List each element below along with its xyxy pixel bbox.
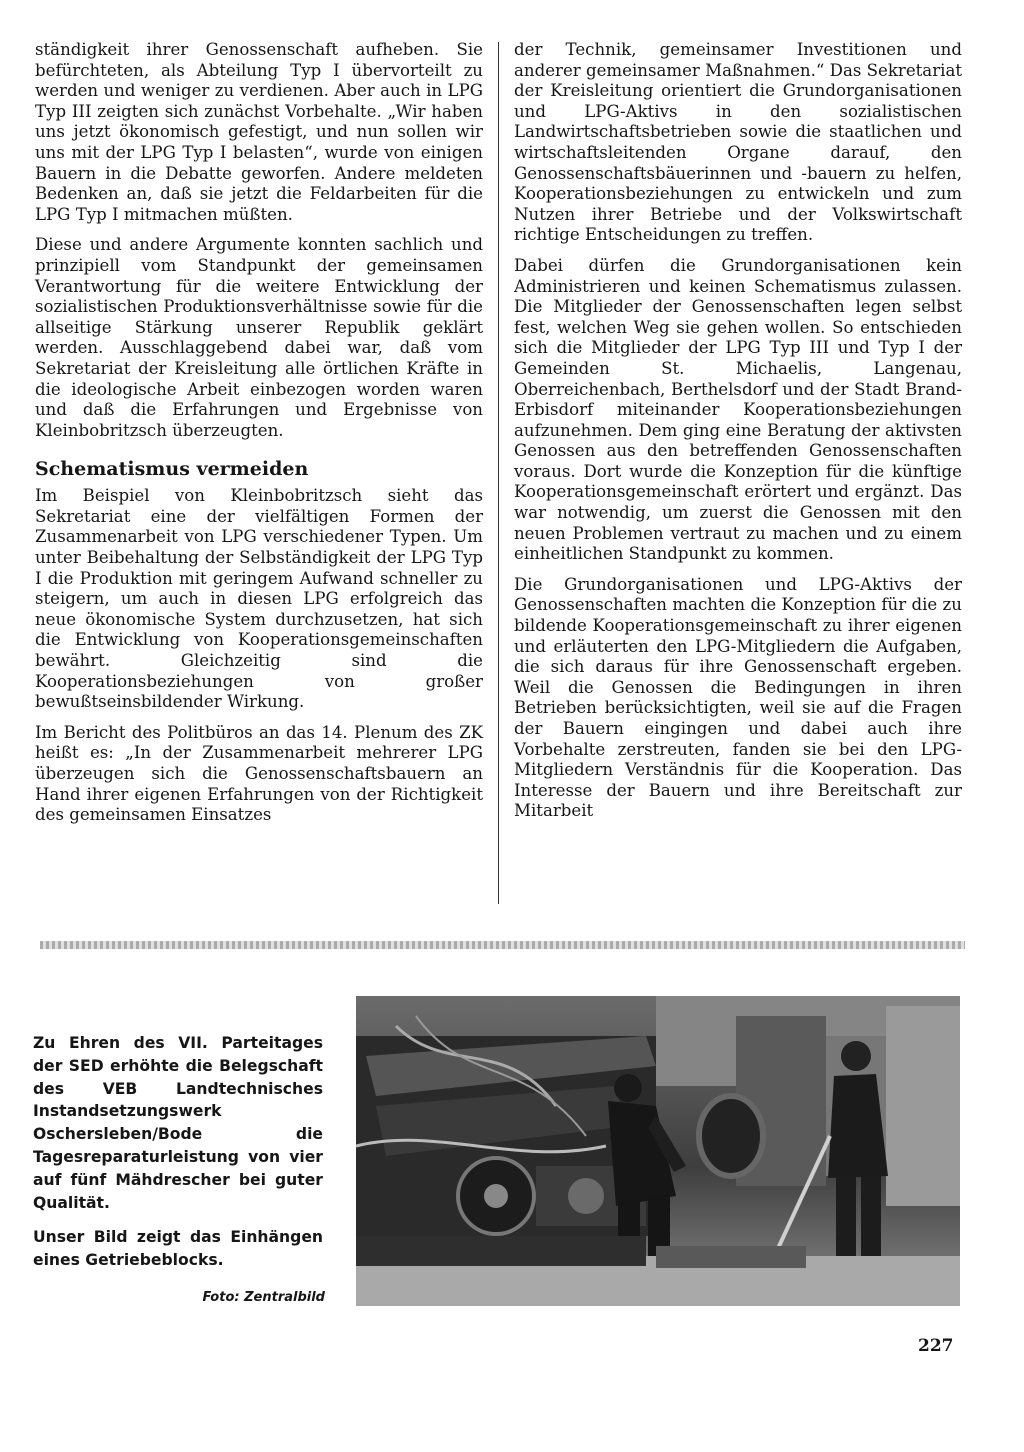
left-paragraph-2: Diese und andere Argumente konnten sachlich und prinzipiell vom Standpunkt der gemeinsamen Verantwortung für die weitere Entwicklung der sozialistischen Produktionsverhältnisse sowie für die allseitige Stärkung unserer Republik geklärt werden. Ausschlaggebend dabei war, daß vom Sekretariat der Kreisleitung alle örtlichen Kräfte in die ideologische Arbeit einbezogen worden waren und daß die Erfahrungen und Ergebnisse von Kleinbobritzsch überzeugten. <box>35 235 483 440</box>
right-paragraph-1: der Technik, gemeinsamer Investitionen und anderer gemeinsamer Maßnahmen.“ Das Sekretariat der Kreisleitung orientiert die Grundorganisationen und LPG-Aktivs in den sozialistischen Landwirtschaftsbetrieben sowie die staatlichen und wirtschaftsleitenden Organe darauf, den Genossenschaftsbäuerinnen und -bauern zu helfen, Kooperationsbeziehungen zu entwickeln und zum Nutzen ihrer Betriebe und der Volkswirtschaft richtige Entscheidungen zu treffen. <box>514 40 962 245</box>
right-column <box>514 40 962 832</box>
caption-paragraph-2: Unser Bild zeigt das Einhängen eines Getriebeblocks. <box>33 1228 323 1270</box>
right-paragraph-3: Die Grundorganisationen und LPG-Aktivs der Genossenschaften machten die Konzeption für die zu bildende Kooperationsgemeinschaft zu ihrer eigenen und erläuterten den LPG-Mitgliedern die Aufgaben, die sich daraus für ihre Genossenschaft ergeben. Weil die Genossen die Bedingungen in ihren Betrieben berücksichtigten, weil sie auf die Fragen der Bauern eingingen und dabei auch ihre Vorbehalte zerstreuten, fanden sie bei den LPG-Mitgliedern Verständnis für die Kooperation. Das Interesse der Bauern und ihre Bereitschaft zur Mitarbeit <box>514 574 962 821</box>
halftone-separator <box>40 941 965 949</box>
left-paragraph-4: Im Bericht des Politbüros an das 14. Plenum des ZK heißt es: „In der Zusammenarbeit mehrerer LPG überzeugen sich die Genossenschaftsbauern an Hand ihrer eigenen Erfahrungen von der Richtigkeit des gemeinsamen Einsatzes <box>35 722 483 825</box>
column-divider <box>498 42 499 904</box>
left-paragraph-1: ständigkeit ihrer Genossenschaft aufheben. Sie befürchteten, als Abteilung Typ I übervorteilt zu werden und weniger zu verdienen. Aber auch in LPG Typ III zeigten sich zunächst Vorbehalte. „Wir haben uns jetzt ökonomisch gefestigt, und nun sollen wir uns mit der LPG Typ I belasten“, wurde von einigen Bauern in die Debatte geworfen. Andere meldeten Bedenken an, daß sie jetzt die Feldarbeiten für die LPG Typ I mitmachen müßten. <box>35 40 483 224</box>
workshop-photo <box>356 996 960 1306</box>
caption-paragraph-1: Zu Ehren des VII. Parteitages der SED erhöhte die Belegschaft des VEB Landtechnisches Instandsetzungswerk Oschersleben/Bode die Tagesreparaturleistung von vier auf fünf Mähdrescher bei guter Qualität. <box>33 1034 323 1212</box>
page-number: 227 <box>918 1336 954 1356</box>
photo-caption <box>33 1032 323 1284</box>
photo-credit: Foto: Zentralbild <box>202 1290 325 1305</box>
workshop-photo-illustration <box>356 996 960 1306</box>
right-paragraph-2: Dabei dürfen die Grundorganisationen kein Administrieren und keinen Schematismus zulassen. Die Mitglieder der Genossenschaften legen selbst fest, welchen Weg sie gehen wollen. So entschieden sich die Mitglieder der LPG Typ III und Typ I der Gemeinden St. Michaelis, Langenau, Oberreichenbach, Berthelsdorf und der Stadt Brand-Erbisdorf miteinander Kooperationsbeziehungen aufzunehmen. Dem ging eine Beratung der aktivsten Genossen aus den betreffenden Genossenschaften voraus. Dort wurde die Konzeption für die künftige Kooperationsgemeinschaft erörtert und ergänzt. Das war notwendig, um zuerst die Genossen mit den neuen Problemen vertraut zu machen und zu einem einheitlichen Standpunkt zu kommen. <box>514 255 962 564</box>
left-paragraph-3: Im Beispiel von Kleinbobritzsch sieht das Sekretariat eine der vielfältigen Formen der Zusammenarbeit von LPG verschiedener Typen. Um unter Beibehaltung der Selbständigkeit der LPG Typ I die Produktion mit geringem Aufwand schneller zu steigern, um auch in diesen LPG erfolgreich das neue ökonomische System durchzusetzen, hat sich die Entwicklung von Kooperationsgemeinschaften bewährt. Gleichzeitig sind die Kooperationsbeziehungen von großer bewußtseinsbildender Wirkung. <box>35 486 483 712</box>
left-column <box>35 40 483 836</box>
section-heading: Schematismus vermeiden <box>35 458 309 481</box>
